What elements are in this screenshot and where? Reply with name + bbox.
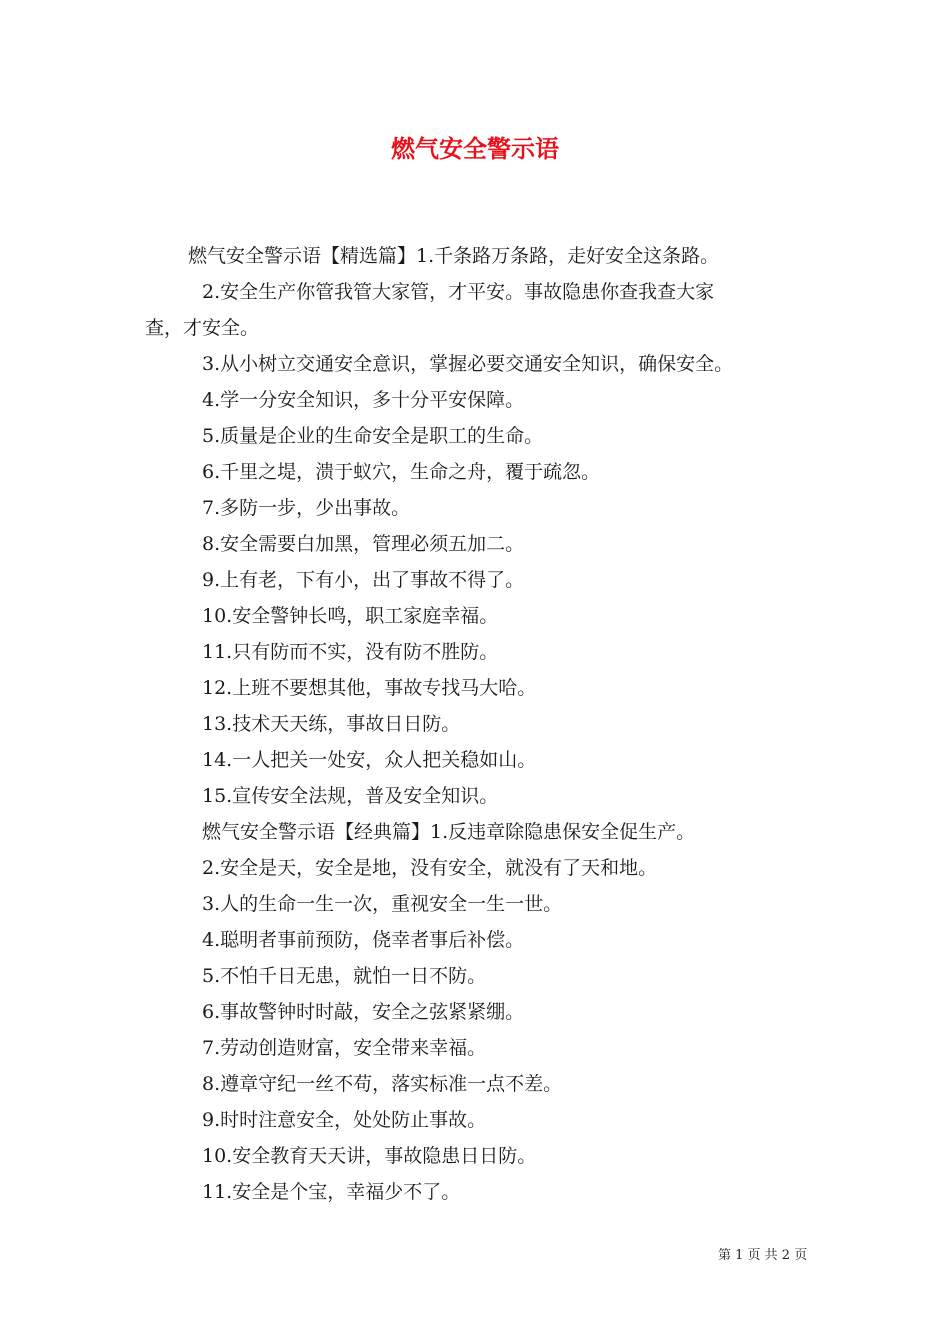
page-footer: 第 1 页 共 2 页	[718, 1248, 808, 1263]
text-line: 6.千里之堤，溃于蚁穴，生命之舟，覆于疏忽。	[202, 461, 601, 483]
text-line: 11.只有防而不实，没有防不胜防。	[202, 641, 499, 663]
text-line: 查，才安全。	[145, 317, 260, 339]
text-line: 7.劳动创造财富，安全带来幸福。	[202, 1037, 487, 1059]
text-line: 10.安全教育天天讲，事故隐患日日防。	[202, 1145, 537, 1167]
text-line: 4.聪明者事前预防，侥幸者事后补偿。	[202, 929, 525, 951]
text-line: 燃气安全警示语【精选篇】1.千条路万条路，走好安全这条路。	[188, 245, 720, 267]
text-line: 14.一人把关一处安，众人把关稳如山。	[202, 749, 537, 771]
text-line: 13.技术天天练，事故日日防。	[202, 713, 461, 735]
text-line: 8.安全需要白加黑，管理必须五加二。	[202, 533, 525, 555]
text-line: 2.安全是天，安全是地，没有安全，就没有了天和地。	[202, 857, 658, 879]
text-line: 5.质量是企业的生命安全是职工的生命。	[202, 425, 544, 447]
text-line: 5.不怕千日无患，就怕一日不防。	[202, 965, 487, 987]
text-line: 9.上有老，下有小，出了事故不得了。	[202, 569, 525, 591]
text-line: 6.事故警钟时时敲，安全之弦紧紧绷。	[202, 1001, 525, 1023]
document-body	[145, 238, 825, 1210]
text-line: 10.安全警钟长鸣，职工家庭幸福。	[202, 605, 499, 627]
text-line: 9.时时注意安全，处处防止事故。	[202, 1109, 487, 1131]
text-line: 燃气安全警示语【经典篇】1.反违章除隐患保安全促生产。	[202, 821, 696, 843]
text-line: 15.宣传安全法规，普及安全知识。	[202, 785, 499, 807]
text-line: 4.学一分安全知识，多十分平安保障。	[202, 389, 525, 411]
text-line: 2.安全生产你管我管大家管，才平安。事故隐患你查我查大家	[202, 281, 715, 303]
text-line: 11.安全是个宝，幸福少不了。	[202, 1181, 461, 1203]
text-line: 7.多防一步，少出事故。	[202, 497, 411, 519]
text-line: 3.从小树立交通安全意识，掌握必要交通安全知识，确保安全。	[202, 353, 734, 375]
page-title: 燃气安全警示语	[391, 134, 559, 163]
text-line: 8.遵章守纪一丝不苟，落实标准一点不差。	[202, 1073, 563, 1095]
text-line: 12.上班不要想其他，事故专找马大哈。	[202, 677, 537, 699]
text-line: 3.人的生命一生一次，重视安全一生一世。	[202, 893, 563, 915]
